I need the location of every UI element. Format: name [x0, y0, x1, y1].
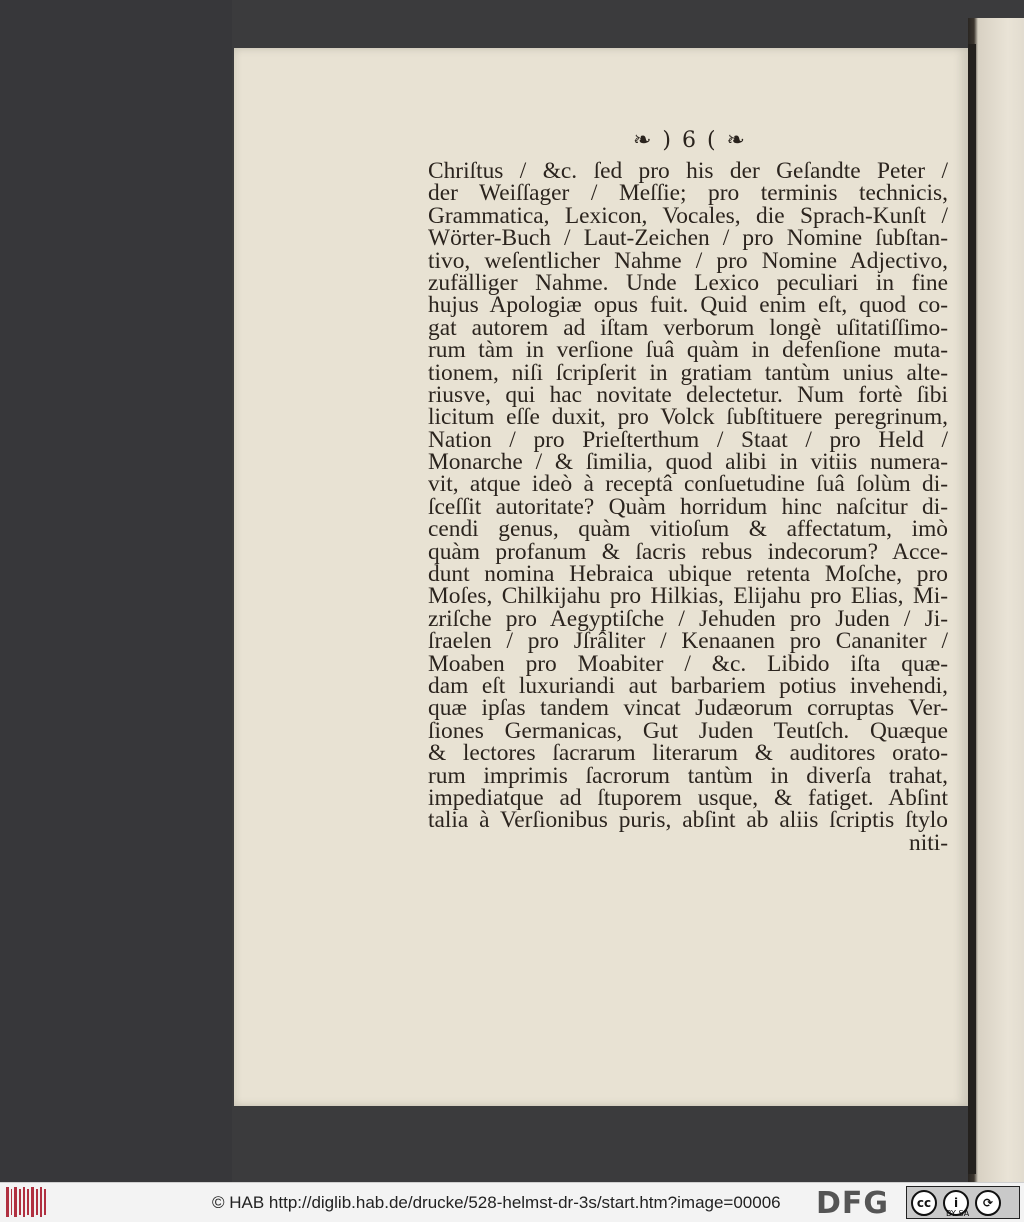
text-line: vit, atque ideò à receptâ conſuetudine ſuâ ſolùm di- — [428, 471, 948, 498]
text-line: licitum eſſe duxit, pro Volck ſubſtituere peregrinum, — [428, 404, 948, 431]
text-line: hujus Apologiæ opus fuit. Quid enim eſt, quod co- — [428, 292, 948, 319]
text-line: rum imprimis ſacrorum tantùm in diverſa trahat, — [428, 762, 948, 789]
text-line: ſraelen / pro Jſrâliter / Kenaanen pro Cananiter / — [428, 628, 948, 655]
text-line: talia à Verſionibus puris, abſint ab aliis ſcriptis ſtylo — [428, 807, 948, 834]
text-line: & lectores ſacrarum literarum & auditores orato- — [428, 740, 948, 767]
text-line: Wörter-Buch / Laut-Zeichen / pro Nomine ſubſtan- — [428, 225, 948, 252]
gutter-shadow — [968, 44, 976, 1174]
text-line: zriſche pro Aegyptiſche / Jehuden pro Juden / Ji- — [428, 605, 948, 632]
text-line: Grammatica, Lexicon, Vocales, die Sprach-Kunſt / — [428, 202, 948, 229]
text-line: rum tàm in verſione ſuâ quàm in defenſione muta- — [428, 337, 948, 364]
text-line: tivo, weſentlicher Nahme / pro Nomine Adjectivo, — [428, 247, 948, 274]
text-line: cendi genus, quàm vitioſum & affectatum, imò — [428, 516, 948, 543]
text-line: gat autorem ad iſtam verborum longè uſitatiſſimo- — [428, 314, 948, 341]
cc-icon: cc — [911, 1190, 937, 1216]
page-text — [428, 160, 948, 854]
text-line: der Weiſſager / Meſſie; pro terminis technicis, — [428, 180, 948, 207]
text-line: quàm profanum & ſacris rebus indecorum? Acce- — [428, 538, 948, 565]
license-sublabel: BY SA — [946, 1209, 970, 1218]
text-line: Monarche / & ſimilia, quod alibi in vitiis numera- — [428, 449, 948, 476]
text-line: dam eſt luxuriandi aut barbariem potius invehendi, — [428, 672, 948, 699]
text-line: Chriſtus / &c. ſed pro his der Geſandte Peter / — [428, 158, 948, 184]
text-line: impediatque ad ſtuporem usque, & fatiget. Abſint — [428, 784, 948, 811]
text-line: ſceſſit autoritate? Quàm horridum hinc naſcitur di- — [428, 493, 948, 520]
sa-icon: ⟳ — [975, 1190, 1001, 1216]
text-line: Moaben pro Moabiter / &c. Libido iſta quæ- — [428, 650, 948, 677]
by-icon: i — [943, 1190, 969, 1216]
dfg-logo[interactable]: DFG — [816, 1186, 890, 1221]
text-line: quæ ipſas tandem vincat Judæorum corruptas Ver- — [428, 695, 948, 722]
dark-margin — [0, 0, 232, 1182]
text-line: zufälliger Nahme. Unde Lexico peculiari in fine — [428, 269, 948, 296]
hab-logo-icon[interactable] — [6, 1187, 46, 1217]
text-line: Nation / pro Prieſterthum / Staat / pro Held / — [428, 426, 948, 453]
text-line: ſiones Germanicas, Gut Juden Teutſch. Quæque — [428, 717, 948, 744]
footer-bar — [0, 1182, 1024, 1222]
text-line: Moſes, Chilkijahu pro Hilkias, Elijahu pro Elias, Mi- — [428, 583, 948, 610]
text-line: dunt nomina Hebraica ubique retenta Moſche, pro — [428, 561, 948, 588]
text-line: tionem, niſi ſcripſerit in gratiam tantùm unius alte- — [428, 359, 948, 386]
text-line: niti- — [909, 829, 948, 856]
page-folio: ❧ ) 6 ( ❧ — [632, 128, 747, 153]
text-line: riusve, qui hac novitate delectetur. Num fortè ſibi — [428, 381, 948, 408]
facing-page-edge — [968, 18, 1024, 1182]
copyright-link[interactable]: © HAB http://diglib.hab.de/drucke/528-helmst-dr-3s/start.htm?image=00006 — [212, 1193, 781, 1212]
